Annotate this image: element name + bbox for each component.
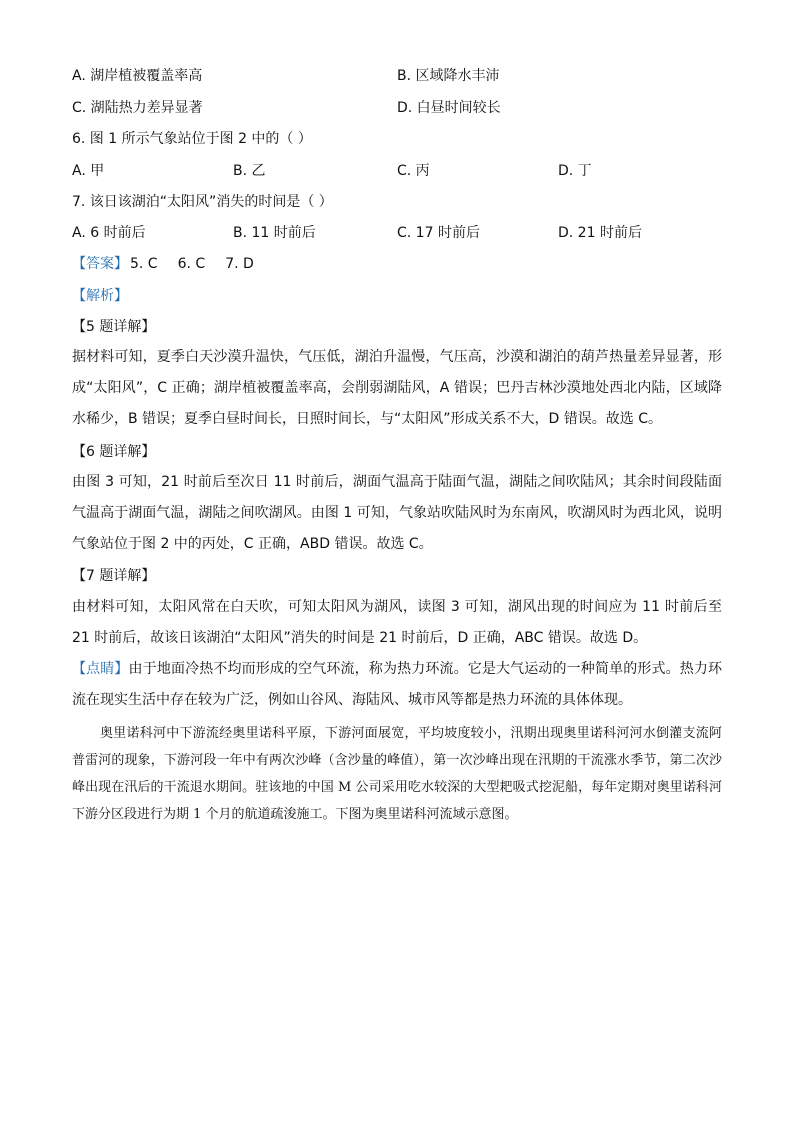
detail7-text: 由材料可知，太阳风常在白天吹，可知太阳风为湖风，读图 3 可知，湖风出现的时间应为 11 时前后至 21 时前后，故该日该湖泊“太阳风”消失的时间是 21 时前后，D 正确，ABC 错误。故选 D。 [72, 599, 722, 646]
q5-option-c: C. 湖陆热力差异显著 [72, 100, 203, 116]
q6-option-b: B. 乙 [233, 163, 266, 179]
answer-6: 6. C [177, 256, 206, 272]
material-passage: 奥里诺科河中下游流经奥里诺科平原，下游河面展宽，平均坡度较小，汛期出现奥里诺科河河水倒灌支流阿普雷河的现象，下游河段一年中有两次沙峰（含沙量的峰值），第一次沙峰出现在汛期的干流涨水季节，第二次沙峰出现在汛后的干流退水期间。驻该地的中国 M 公司采用吃水较深的大型耙吸式挖泥船，每年定期对奥里诺科河下游分区段进行为期 1 个月的航道疏浚施工。下图为奥里诺科河流域示意图。 [72, 726, 722, 822]
q5-option-a: A. 湖岸植被覆盖率高 [72, 68, 203, 84]
tip-label: 【点睛】 [72, 661, 129, 677]
detail5-text: 据材料可知，夏季白天沙漠升温快，气压低，湖泊升温慢，气压高，沙漠和湖泊的葫芦热量差异显著，形成“太阳风”，C 正确；湖岸植被覆盖率高，会削弱湖陆风，A 错误；巴丹吉林沙漠地处西北内陆，区域降水稀少，B 错误；夏季白昼时间长，日照时间长，与“太阳风”形成关系不大，D 错误。故选 C。 [72, 349, 722, 427]
q7-option-d: D. 21 时前后 [558, 225, 642, 241]
analysis-label: 【解析】 [72, 288, 128, 304]
detail6-label: 【6 题详解】 [72, 444, 156, 460]
tip-paragraph [72, 654, 722, 716]
q5-option-b: B. 区域降水丰沛 [397, 68, 500, 84]
q6-option-c: C. 丙 [397, 163, 430, 179]
tip-text: 由于地面冷热不均而形成的空气环流，称为热力环流。它是大气运动的一种简单的形式。热力环流在现实生活中存在较为广泛，例如山谷风、海陆风、城市风等都是热力环流的具体体现。 [72, 661, 723, 708]
detail5-label: 【5 题详解】 [72, 319, 156, 335]
detail6-text: 由图 3 可知，21 时前后至次日 11 时前后，湖面气温高于陆面气温，湖陆之间吹陆风；其余时间段陆面气温高于湖面气温，湖陆之间吹湖风。由图 1 可知，气象站吹陆风时为东南风，吹湖风时为西北风，说明气象站位于图 2 中的丙处，C 正确，ABD 错误。故选 C。 [72, 474, 722, 552]
q6-stem: 6. 图 1 所示气象站位于图 2 中的（ ） [72, 131, 312, 147]
q7-option-c: C. 17 时前后 [397, 225, 480, 241]
q7-option-a: A. 6 时前后 [72, 225, 146, 241]
detail7-label: 【7 题详解】 [72, 568, 156, 584]
answer-5: 5. C [130, 256, 158, 272]
answer-7: 7. D [225, 256, 254, 272]
q6-option-d: D. 丁 [558, 163, 592, 179]
q6-option-a: A. 甲 [72, 163, 105, 179]
answer-label: 【答案】 [72, 256, 128, 272]
q7-stem: 7. 该日该湖泊“太阳风”消失的时间是（ ） [72, 194, 333, 210]
q7-option-b: B. 11 时前后 [233, 225, 316, 241]
answer-line [72, 254, 254, 274]
q5-option-d: D. 白昼时间较长 [397, 100, 501, 116]
